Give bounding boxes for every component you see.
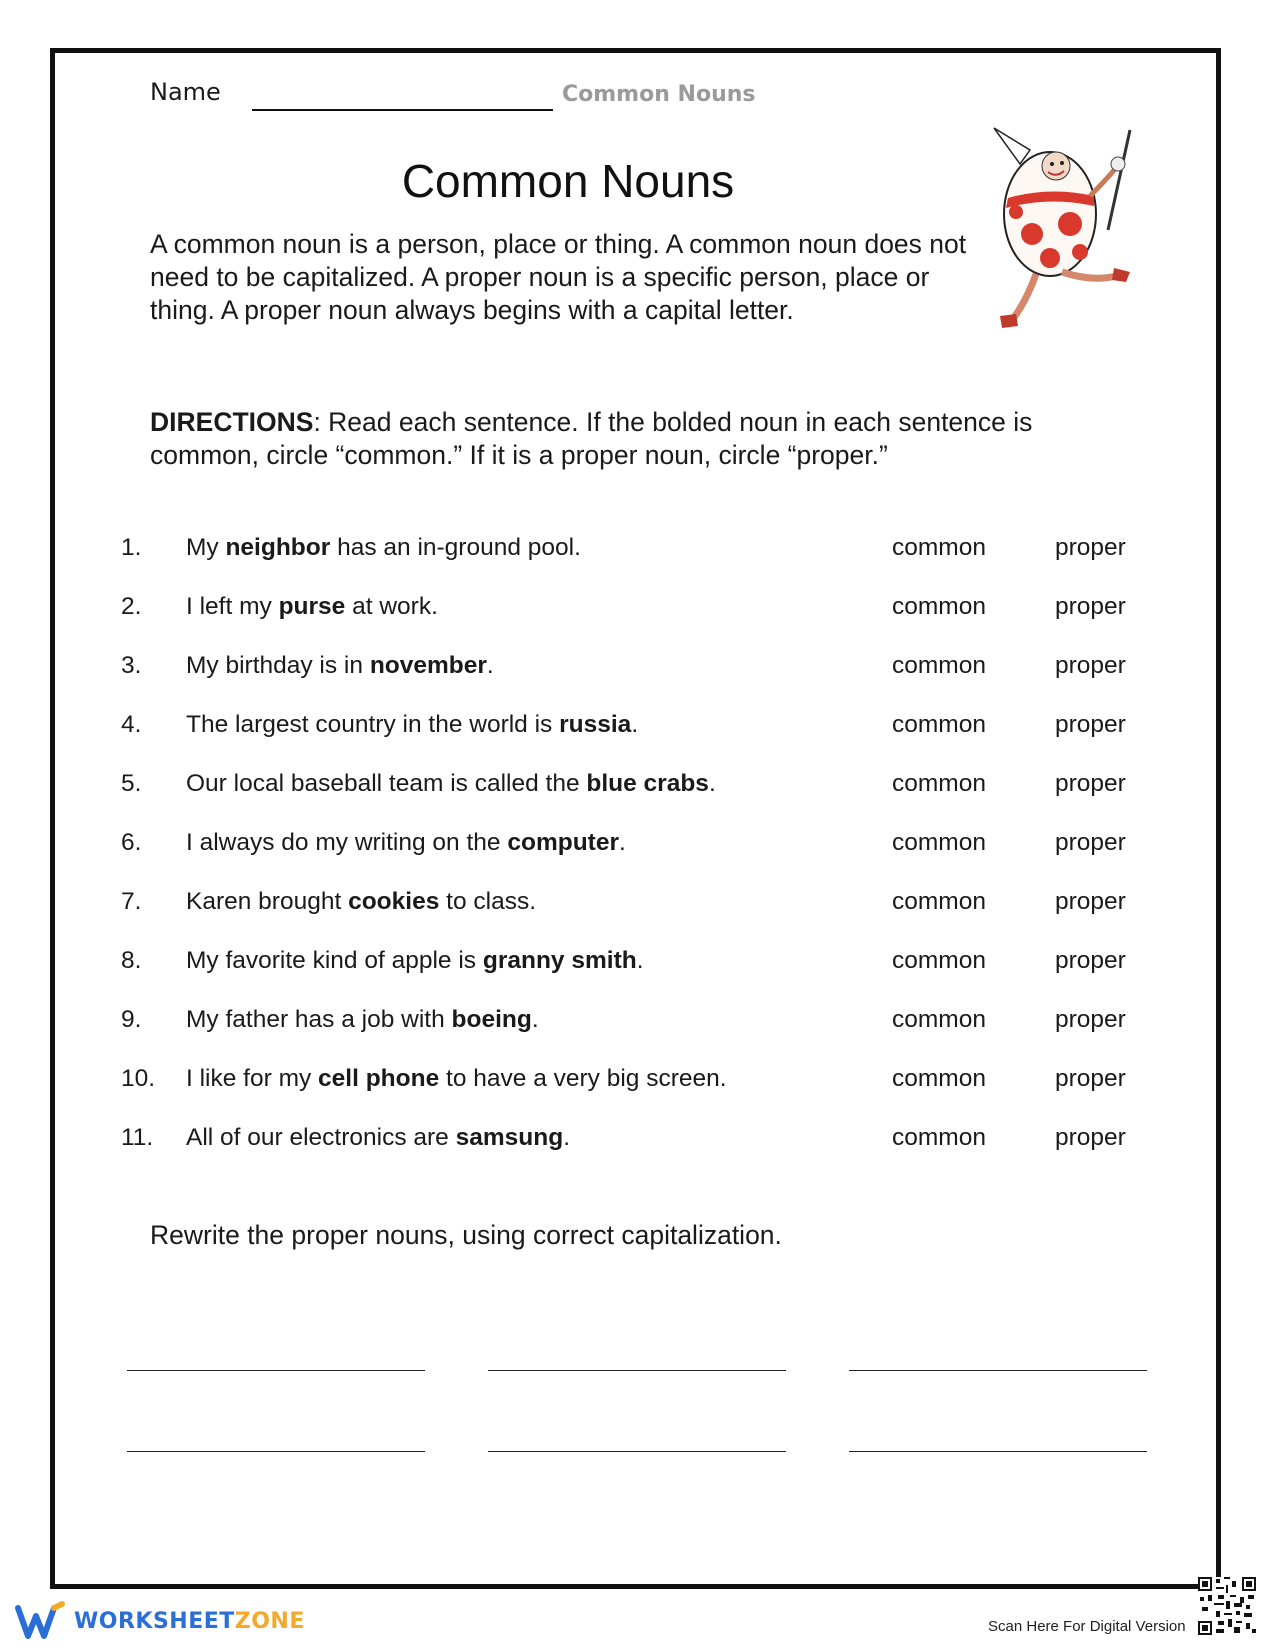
question-sentence bbox=[186, 652, 494, 680]
question-row bbox=[0, 705, 1275, 745]
bolded-noun: neighbor bbox=[225, 534, 331, 561]
sentence-end: . bbox=[708, 770, 716, 797]
worksheetzone-logo-icon bbox=[14, 1600, 70, 1642]
question-row bbox=[0, 823, 1275, 863]
question-sentence bbox=[186, 888, 536, 916]
option-proper[interactable]: proper bbox=[1055, 593, 1126, 620]
answer-line[interactable] bbox=[127, 1370, 425, 1371]
option-common[interactable]: common bbox=[892, 829, 986, 856]
question-number: 9. bbox=[121, 1006, 142, 1033]
answer-line[interactable] bbox=[488, 1451, 786, 1452]
sentence-start: I always do my writing on the bbox=[186, 829, 508, 856]
name-input-line[interactable] bbox=[252, 109, 553, 111]
option-common[interactable]: common bbox=[892, 534, 986, 561]
question-sentence bbox=[186, 947, 644, 975]
sentence-start: My birthday is in bbox=[186, 652, 370, 679]
sentence-start: I like for my bbox=[186, 1065, 319, 1092]
directions-label: DIRECTIONS bbox=[150, 407, 314, 437]
sentence-start: Karen brought bbox=[186, 888, 349, 915]
option-proper[interactable]: proper bbox=[1055, 1065, 1126, 1092]
bolded-noun: boeing bbox=[451, 1006, 532, 1033]
bolded-noun: blue crabs bbox=[586, 770, 709, 797]
option-common[interactable]: common bbox=[892, 947, 986, 974]
sentence-start: My bbox=[186, 534, 226, 561]
question-row bbox=[0, 1118, 1275, 1158]
question-number: 10. bbox=[121, 1065, 156, 1092]
bolded-noun: cell phone bbox=[318, 1065, 440, 1092]
logo-word-zone: ZONE bbox=[234, 1609, 305, 1634]
sentence-end: to class. bbox=[439, 888, 537, 915]
option-proper[interactable]: proper bbox=[1055, 947, 1126, 974]
sentence-start: My favorite kind of apple is bbox=[186, 947, 483, 974]
bolded-noun: russia bbox=[559, 711, 632, 738]
option-common[interactable]: common bbox=[892, 593, 986, 620]
name-label: Name bbox=[150, 78, 221, 106]
question-number: 1. bbox=[121, 534, 142, 561]
sentence-end: . bbox=[619, 829, 626, 856]
question-row bbox=[0, 882, 1275, 922]
option-common[interactable]: common bbox=[892, 1065, 986, 1092]
sentence-start: All of our electronics are bbox=[186, 1124, 456, 1151]
worksheetzone-wordmark bbox=[74, 1609, 305, 1634]
question-row bbox=[0, 764, 1275, 804]
sentence-end: . bbox=[631, 711, 639, 738]
question-row bbox=[0, 587, 1275, 627]
question-sentence bbox=[186, 593, 438, 621]
sentence-start: I left my bbox=[186, 593, 279, 620]
sentence-start: My father has a job with bbox=[186, 1006, 452, 1033]
header-topic-tag: Common Nouns bbox=[562, 82, 756, 107]
question-sentence bbox=[186, 770, 716, 798]
sentence-end: . bbox=[531, 1006, 539, 1033]
option-proper[interactable]: proper bbox=[1055, 770, 1126, 797]
question-sentence bbox=[186, 1006, 539, 1034]
bolded-noun: computer bbox=[507, 829, 619, 856]
answer-line[interactable] bbox=[849, 1451, 1147, 1452]
option-proper[interactable]: proper bbox=[1055, 888, 1126, 915]
logo-word-worksheet: WORKSHEET bbox=[74, 1609, 235, 1634]
question-number: 7. bbox=[121, 888, 142, 915]
answer-line[interactable] bbox=[127, 1451, 425, 1452]
bolded-noun: granny smith bbox=[482, 947, 637, 974]
option-common[interactable]: common bbox=[892, 652, 986, 679]
question-row bbox=[0, 1000, 1275, 1040]
directions-paragraph bbox=[150, 406, 1140, 472]
option-proper[interactable]: proper bbox=[1055, 534, 1126, 561]
intro-paragraph: A common noun is a person, place or thing. A common noun does not need to be capitalized. A proper noun is a specific person, place or thing. A proper noun always begins with a capital letter. bbox=[150, 229, 967, 325]
question-number: 2. bbox=[121, 593, 142, 620]
question-row bbox=[0, 1059, 1275, 1099]
option-proper[interactable]: proper bbox=[1055, 1006, 1126, 1033]
question-number: 3. bbox=[121, 652, 142, 679]
qr-code-icon[interactable] bbox=[1198, 1577, 1256, 1635]
question-row bbox=[0, 528, 1275, 568]
sentence-end: . bbox=[636, 947, 644, 974]
question-number: 4. bbox=[121, 711, 142, 738]
question-number: 11. bbox=[121, 1124, 154, 1151]
sentence-start: Our local baseball team is called the bbox=[186, 770, 587, 797]
option-common[interactable]: common bbox=[892, 888, 986, 915]
option-common[interactable]: common bbox=[892, 1006, 986, 1033]
humpty-dumpty-illustration bbox=[992, 126, 1172, 344]
sentence-end: . bbox=[486, 652, 494, 679]
bolded-noun: november bbox=[369, 652, 487, 679]
option-proper[interactable]: proper bbox=[1055, 1124, 1126, 1151]
answer-line[interactable] bbox=[488, 1370, 786, 1371]
question-sentence bbox=[186, 829, 626, 857]
scan-caption: Scan Here For Digital Version bbox=[988, 1618, 1186, 1635]
bolded-noun: cookies bbox=[348, 888, 440, 915]
directions-text: : Read each sentence. If the bolded noun in each sentence is common, circle “common.” If it is a proper noun, circle “proper.” bbox=[150, 407, 1033, 470]
question-row bbox=[0, 941, 1275, 981]
sentence-start: The largest country in the world is bbox=[186, 711, 560, 738]
question-number: 8. bbox=[121, 947, 142, 974]
sentence-end: at work. bbox=[345, 593, 438, 620]
question-sentence bbox=[186, 534, 581, 562]
sentence-end: to have a very big screen. bbox=[439, 1065, 727, 1092]
bolded-noun: samsung bbox=[455, 1124, 564, 1151]
rewrite-instructions: Rewrite the proper nouns, using correct capitalization. bbox=[150, 1220, 782, 1250]
option-proper[interactable]: proper bbox=[1055, 829, 1126, 856]
option-common[interactable]: common bbox=[892, 711, 986, 738]
bolded-noun: purse bbox=[278, 593, 346, 620]
answer-line[interactable] bbox=[849, 1370, 1147, 1371]
question-sentence bbox=[186, 711, 638, 739]
question-sentence bbox=[186, 1124, 570, 1152]
option-common[interactable]: common bbox=[892, 770, 986, 797]
page-title: Common Nouns bbox=[401, 155, 735, 207]
question-number: 6. bbox=[121, 829, 142, 856]
sentence-end: has an in-ground pool. bbox=[330, 534, 581, 561]
sentence-end: . bbox=[563, 1124, 570, 1151]
option-proper[interactable]: proper bbox=[1055, 652, 1126, 679]
question-row bbox=[0, 646, 1275, 686]
question-sentence bbox=[186, 1065, 727, 1093]
option-common[interactable]: common bbox=[892, 1124, 986, 1151]
question-number: 5. bbox=[121, 770, 142, 797]
option-proper[interactable]: proper bbox=[1055, 711, 1126, 738]
